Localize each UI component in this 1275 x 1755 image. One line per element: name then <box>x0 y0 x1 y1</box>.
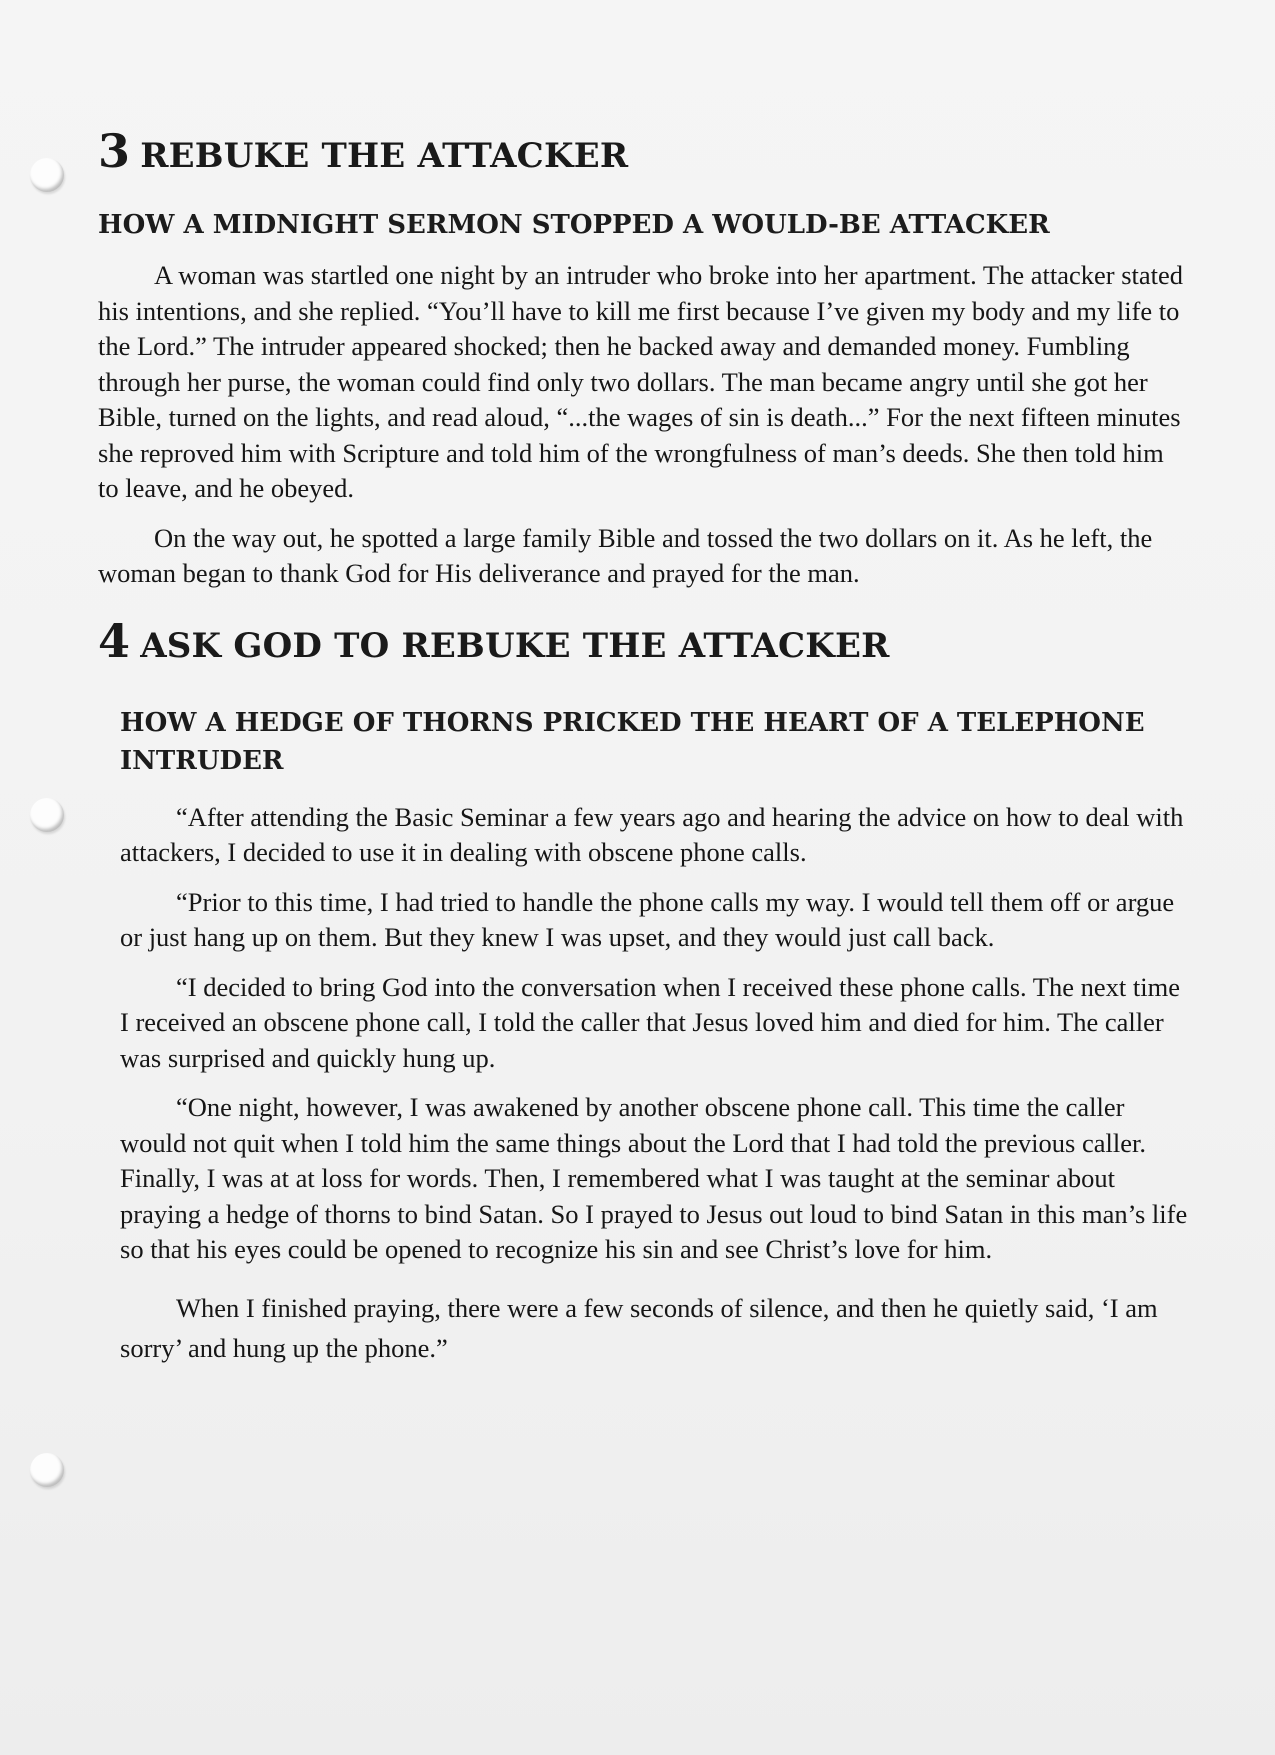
section-3-number: 3 <box>98 124 131 178</box>
section-4-number: 4 <box>98 613 131 668</box>
punch-hole-middle <box>30 798 64 832</box>
punch-hole-top <box>30 158 64 192</box>
section-3-paragraph-2: On the way out, he spotted a large family Bible and tossed the two dollars on it. As he left, the woman began to thank God for His deliverance and prayed for the man. <box>98 522 1153 588</box>
section-4-subhead: HOW A HEDGE OF THORNS PRICKED THE HEART OF A TELEPHONE INTRUDER <box>120 707 1145 776</box>
page-content <box>98 120 1190 1368</box>
section-4-paragraph-4: “One night, however, I was awakened by another obscene phone call. This time the caller would not quit when I told him the same things about the Lord that I had told the previous caller. Finally, I was at at loss for words. Then, I remembered what I was taught at the seminar about praying a hedge of thorns to bind Satan. So I prayed to Jesus out loud to bind Satan in this man’s life so that his eyes could be opened to recognize his sin and see Christ’s love for him. <box>120 1092 1188 1264</box>
section-3-paragraph-1: A woman was startled one night by an intruder who broke into her apartment. The attacker stated his intentions, and she replied. “You’ll have to kill me first because I’ve given my body and my life to the Lord.” The intruder appeared shocked; then he backed away and demanded money. Fumbling through her purse, the woman could find only two dollars. The man became angry until she got her Bible, turned on the lights, and read aloud, “...the wages of sin is death...” For the next fifteen minutes she reproved him with Scripture and told him of the wrongfulness of man’s deeds. She then told him to leave, and he obeyed. <box>98 260 1184 503</box>
section-4-title <box>98 614 1190 668</box>
section-4-paragraph-5: When I finished praying, there were a few seconds of silence, and then he quietly said, ‘I am sorry’ and hung up the phone.” <box>120 1292 1158 1363</box>
section-4-title-text: ASK GOD TO REBUKE THE ATTACKER <box>140 625 890 666</box>
section-4-paragraph-1: “After attending the Basic Seminar a few years ago and hearing the advice on how to deal with attackers, I decided to use it in dealing with obscene phone calls. <box>120 801 1184 867</box>
section-3-title <box>98 124 1190 178</box>
section-4-paragraph-2: “Prior to this time, I had tried to handle the phone calls my way. I would tell them off or argue or just hang up on them. But they knew I was upset, and they would just call back. <box>120 886 1175 952</box>
section-4-paragraph-3: “I decided to bring God into the conversation when I received these phone calls. The next time I received an obscene phone call, I told the caller that Jesus loved him and died for him. The caller was surprised and quickly hung up. <box>120 971 1180 1073</box>
punch-hole-bottom <box>30 1453 64 1487</box>
section-3-subhead: HOW A MIDNIGHT SERMON STOPPED A WOULD-BE ATTACKER <box>98 210 1050 240</box>
section-3-title-text: REBUKE THE ATTACKER <box>140 136 629 176</box>
